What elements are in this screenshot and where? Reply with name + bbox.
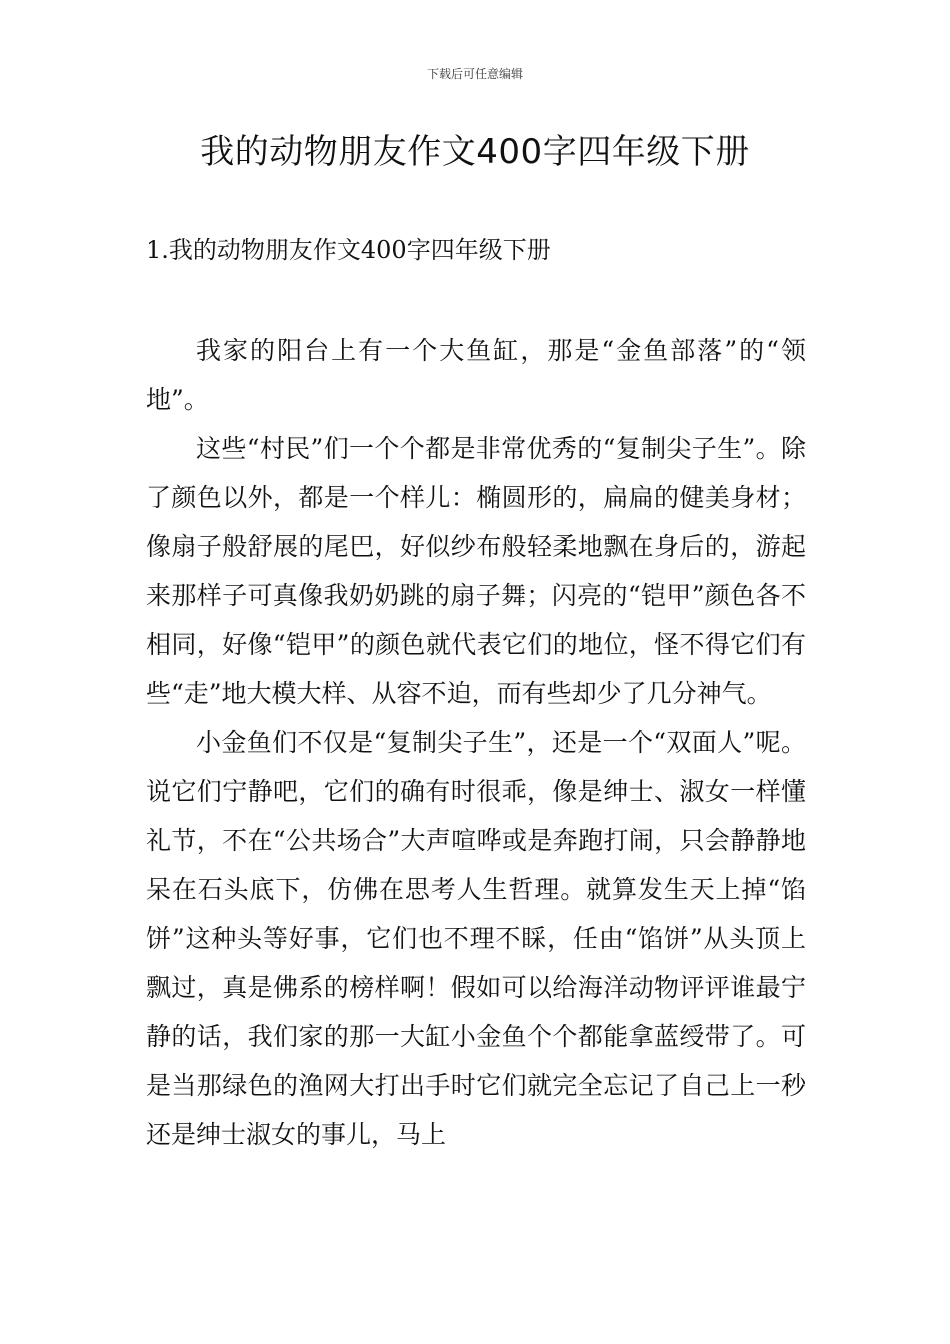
paragraph-1: 我家的阳台上有一个大鱼缸，那是“金鱼部落”的“领地”。 [146,336,806,414]
paragraph-2: 这些“村民”们一个个都是非常优秀的“复制尖子生”。除了颜色以外，都是一个样儿：椭圆形的，扁扁的健美身材；像扇子般舒展的尾巴，好似纱布般轻柔地飘在身后的，游起来那样子可真像我奶奶跳的扇子舞；闪亮的“铠甲”颜色各不相同，好像“铠甲”的颜色就代表它们的地位，怪不得它们有些“走”地大模大样、从容不迫，而有些却少了几分神气。 [146,434,806,708]
section-heading: 1.我的动物朋友作文400字四年级下册 [146,236,551,264]
header-note: 下载后可任意编辑 [426,67,523,81]
document-title: 我的动物朋友作文400字四年级下册 [200,132,750,172]
paragraph-3: 小金鱼们不仅是“复制尖子生”，还是一个“双面人”呢。说它们宁静吧，它们的确有时很乖，像是绅士、淑女一样懂礼节，不在“公共场合”大声喧哗或是奔跑打闹，只会静静地呆在石头底下，仿佛在思考人生哲理。就算发生天上掉“馅饼”这种头等好事，它们也不理不睬，任由“馅饼”从头顶上飘过，真是佛系的榜样啊！假如可以给海洋动物评评谁最宁静的话，我们家的那一大缸小金鱼个个都能拿蓝绶带了。可是当那绿色的渔网大打出手时它们就完全忘记了自己上一秒还是绅士淑女的事儿，马上 [146,728,806,1149]
document-body [146,326,806,1159]
